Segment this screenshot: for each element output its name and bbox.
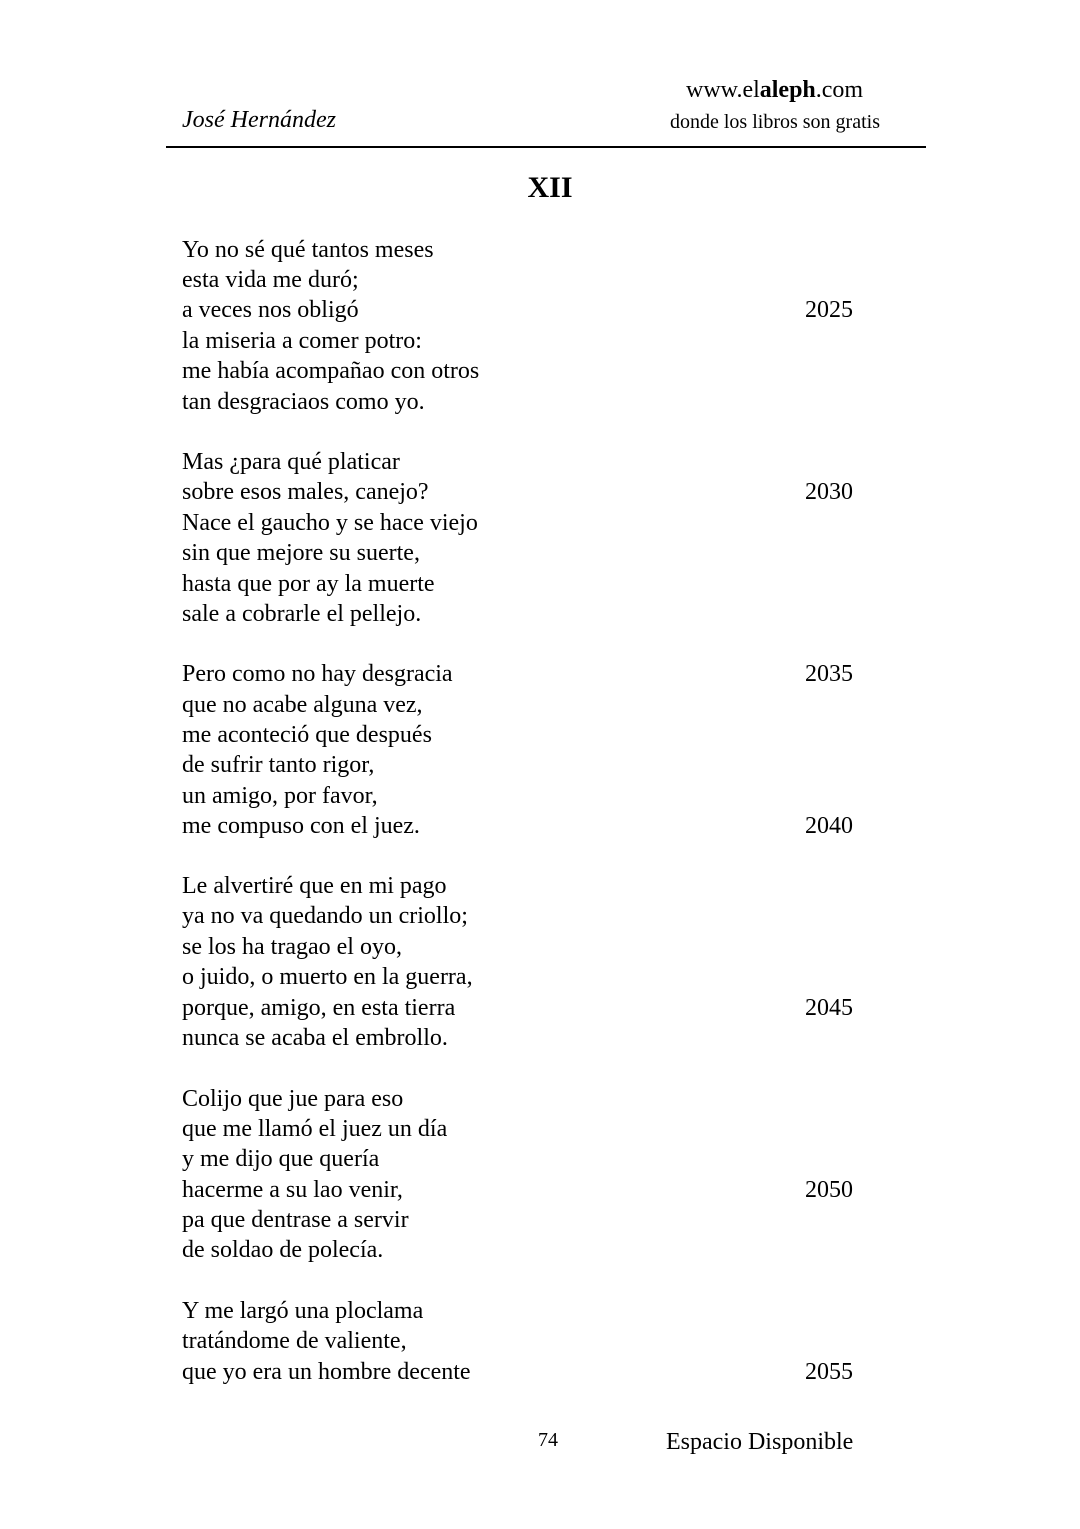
poem-line: Yo no sé qué tantos meses (182, 237, 434, 263)
poem-line: nunca se acaba el embrollo. (182, 1025, 448, 1051)
header-divider (166, 146, 926, 148)
poem-line: pa que dentrase a servir (182, 1207, 409, 1233)
poem-line: Mas ¿para qué platicar (182, 449, 400, 475)
section-title: XII (527, 171, 573, 204)
poem-line: me había acompañao con otros (182, 358, 480, 384)
poem-line: sobre esos males, canejo? (182, 479, 429, 505)
header-site-url[interactable] (686, 74, 863, 106)
poem-line: que no acabe alguna vez, (182, 692, 423, 718)
poem-line: Y me largó una ploclama (182, 1298, 424, 1324)
site-suffix: .com (815, 77, 864, 103)
poem-line: a veces nos obligó (182, 297, 359, 323)
poem-line: que me llamó el juez un día (182, 1116, 448, 1142)
poem-line: y me dijo que quería (182, 1146, 380, 1172)
poem-line: tratándome de valiente, (182, 1328, 407, 1354)
site-prefix: www.el (686, 77, 760, 103)
poem-line: o juido, o muerto en la guerra, (182, 964, 473, 990)
poem-line: sin que mejore su suerte, (182, 540, 420, 566)
poem-line: Le alvertiré que en mi pago (182, 873, 447, 899)
poem-line: me compuso con el juez. (182, 813, 420, 839)
poem-line: Nace el gaucho y se hace viejo (182, 510, 478, 536)
verse-number: 2025 (805, 297, 853, 323)
poem-line: hasta que por ay la muerte (182, 571, 435, 597)
poem-line: tan desgraciaos como yo. (182, 389, 425, 415)
poem-line: un amigo, por favor, (182, 783, 378, 809)
poem-line: esta vida me duró; (182, 267, 359, 293)
poem-line: de soldao de polecía. (182, 1237, 384, 1263)
footer-note: Espacio Disponible (666, 1429, 854, 1455)
poem-line: se los ha tragao el oyo, (182, 934, 402, 960)
site-brand: aleph (759, 77, 816, 103)
verse-number: 2035 (805, 661, 853, 687)
poem-line: Colijo que jue para eso (182, 1086, 404, 1112)
poem-line: hacerme a su lao venir, (182, 1177, 403, 1203)
header-author: José Hernández (182, 107, 336, 133)
poem-line: Pero como no hay desgracia (182, 661, 453, 687)
verse-number: 2030 (805, 479, 853, 505)
poem-line: de sufrir tanto rigor, (182, 752, 375, 778)
poem-line: me aconteció que después (182, 722, 432, 748)
page-number: 74 (538, 1429, 558, 1451)
poem-line: porque, amigo, en esta tierra (182, 995, 456, 1021)
verse-number: 2050 (805, 1177, 853, 1203)
header-tagline: donde los libros son gratis (670, 111, 880, 133)
verse-number: 2040 (805, 813, 853, 839)
verse-number: 2045 (805, 995, 853, 1021)
poem-line: la miseria a comer potro: (182, 328, 422, 354)
verse-number: 2055 (805, 1359, 853, 1385)
poem-line: que yo era un hombre decente (182, 1359, 471, 1385)
poem-line: sale a cobrarle el pellejo. (182, 601, 422, 627)
poem-line: ya no va quedando un criollo; (182, 903, 468, 929)
